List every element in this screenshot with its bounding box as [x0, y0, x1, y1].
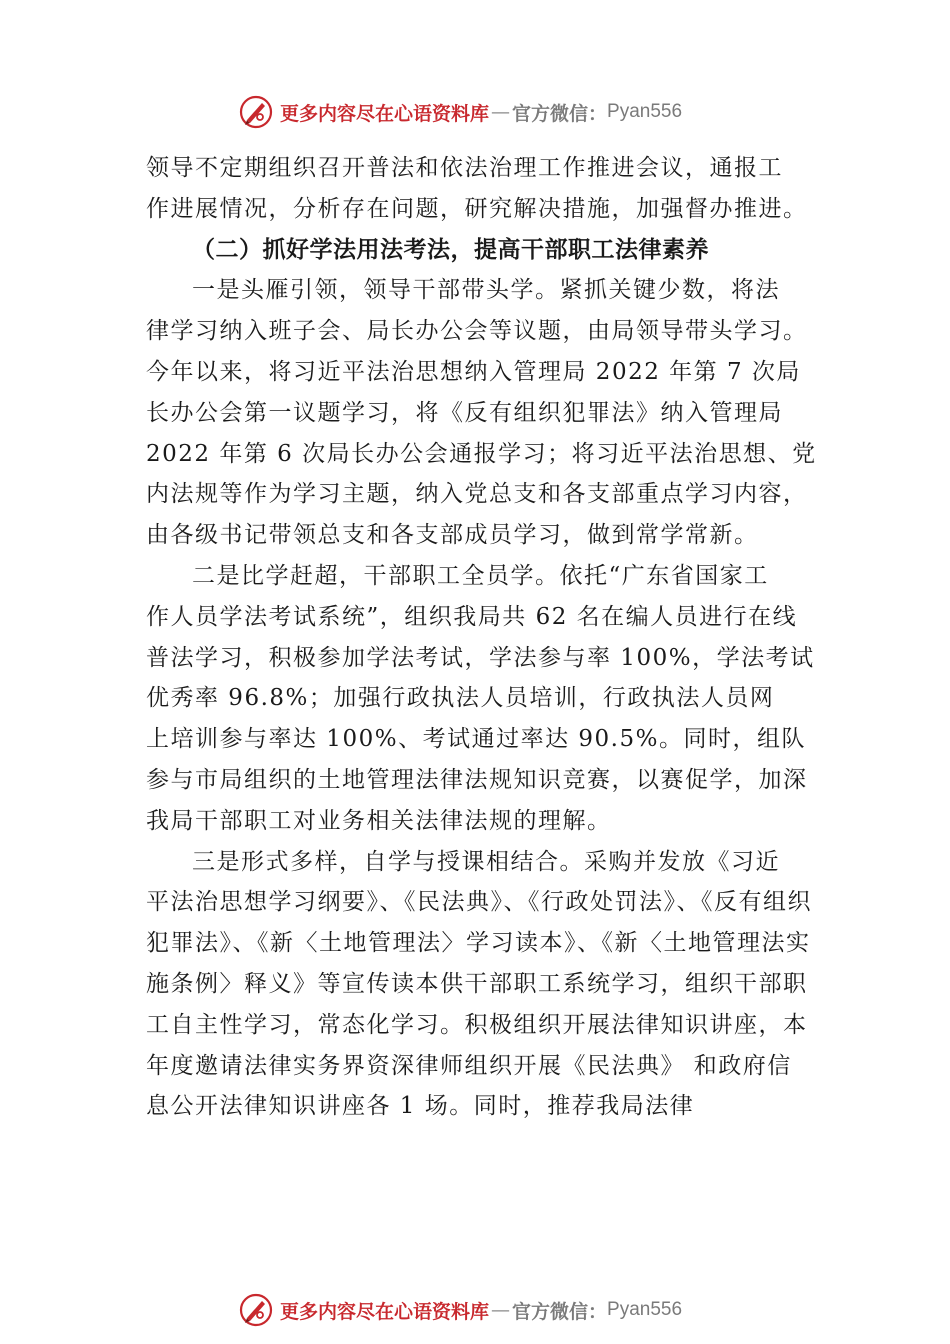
- text-line: 犯罪法》、《新〈土地管理法〉学习读本》、《新〈土地管理法实: [146, 930, 811, 957]
- footer-watermark: [238, 1290, 682, 1330]
- text-line: 今年以来，将习近平法治思想纳入管理局 2022 年第 7 次局: [146, 358, 801, 385]
- section-heading: （二）抓好学法用法考法，提高干部职工法律素养: [192, 235, 709, 263]
- watermark-gray-text: 官方微信：: [512, 102, 608, 125]
- text-line: 领导不定期组织召开普法和依法治理工作推进会议，通报工: [146, 155, 783, 181]
- watermark-gray-text: 官方微信：: [512, 1300, 608, 1323]
- text-line: 施条例〉释义》等宣传读本供干部职工系统学习，组织干部职: [146, 970, 808, 997]
- text-line: 由各级书记带领总支和各支部成员学习，做到常学常新。: [146, 522, 759, 549]
- text-line: 长办公会第一议题学习，将《反有组织犯罪法》纳入管理局: [146, 399, 783, 426]
- document-body: [146, 148, 822, 1127]
- paragraph-start-line: 一是头雁引领，领导干部带头学。紧抓关键少数，将法: [192, 277, 780, 304]
- text-line: 优秀率 96.8%；加强行政执法人员培训，行政执法人员网: [146, 685, 775, 712]
- text-line: 普法学习，积极参加学法考试，学法参与率 100%，学法考试: [146, 644, 815, 671]
- watermark-dash: —: [491, 1299, 511, 1321]
- text-line: 作进展情况，分析存在问题，研究解决措施，加强督办推进。: [146, 195, 808, 222]
- header-watermark: [238, 92, 682, 132]
- text-line: 参与市局组织的土地管理法律法规知识竞赛，以赛促学，加深: [146, 766, 808, 793]
- text-line: 作人员学法考试系统”，组织我局共 62 名在编人员进行在线: [146, 603, 798, 630]
- watermark-red-text: 更多内容尽在心语资料库: [280, 102, 490, 125]
- text-line: 内法规等作为学习主题，纳入党总支和各支部重点学习内容，: [146, 481, 808, 508]
- watermark-wechat-id: Pyan556: [607, 1299, 683, 1320]
- pen-logo-icon: [238, 1292, 274, 1328]
- text-line: 平法治思想学习纲要》、《民法典》、《行政处罚法》、《反有组织: [146, 889, 812, 916]
- text-line: 上培训参与率达 100%、考试通过率达 90.5%。同时，组队: [146, 726, 806, 753]
- text-line: 年度邀请法律实务界资深律师组织开展《民法典》 和政府信: [146, 1052, 792, 1079]
- text-line: 息公开法律知识讲座各 1 场。同时，推荐我局法律: [146, 1093, 695, 1120]
- watermark-dash: —: [491, 101, 511, 123]
- paragraph-start-line: 二是比学赶超，干部职工全员学。依托“广东省国家工: [192, 562, 769, 589]
- text-line: 工自主性学习，常态化学习。积极组织开展法律知识讲座，本: [146, 1011, 808, 1038]
- watermark-red-text: 更多内容尽在心语资料库: [280, 1300, 490, 1323]
- paragraph-start-line: 三是形式多样，自学与授课相结合。采购并发放《习近: [192, 848, 780, 875]
- watermark-wechat-id: Pyan556: [607, 101, 683, 122]
- text-line: 我局干部职工对业务相关法律法规的理解。: [146, 807, 612, 834]
- text-line: 律学习纳入班子会、局长办公会等议题，由局领导带头学习。: [146, 318, 808, 345]
- pen-logo-icon: [238, 94, 274, 130]
- text-line: 2022 年第 6 次局长办公会通报学习；将习近平法治思想、党: [146, 440, 817, 467]
